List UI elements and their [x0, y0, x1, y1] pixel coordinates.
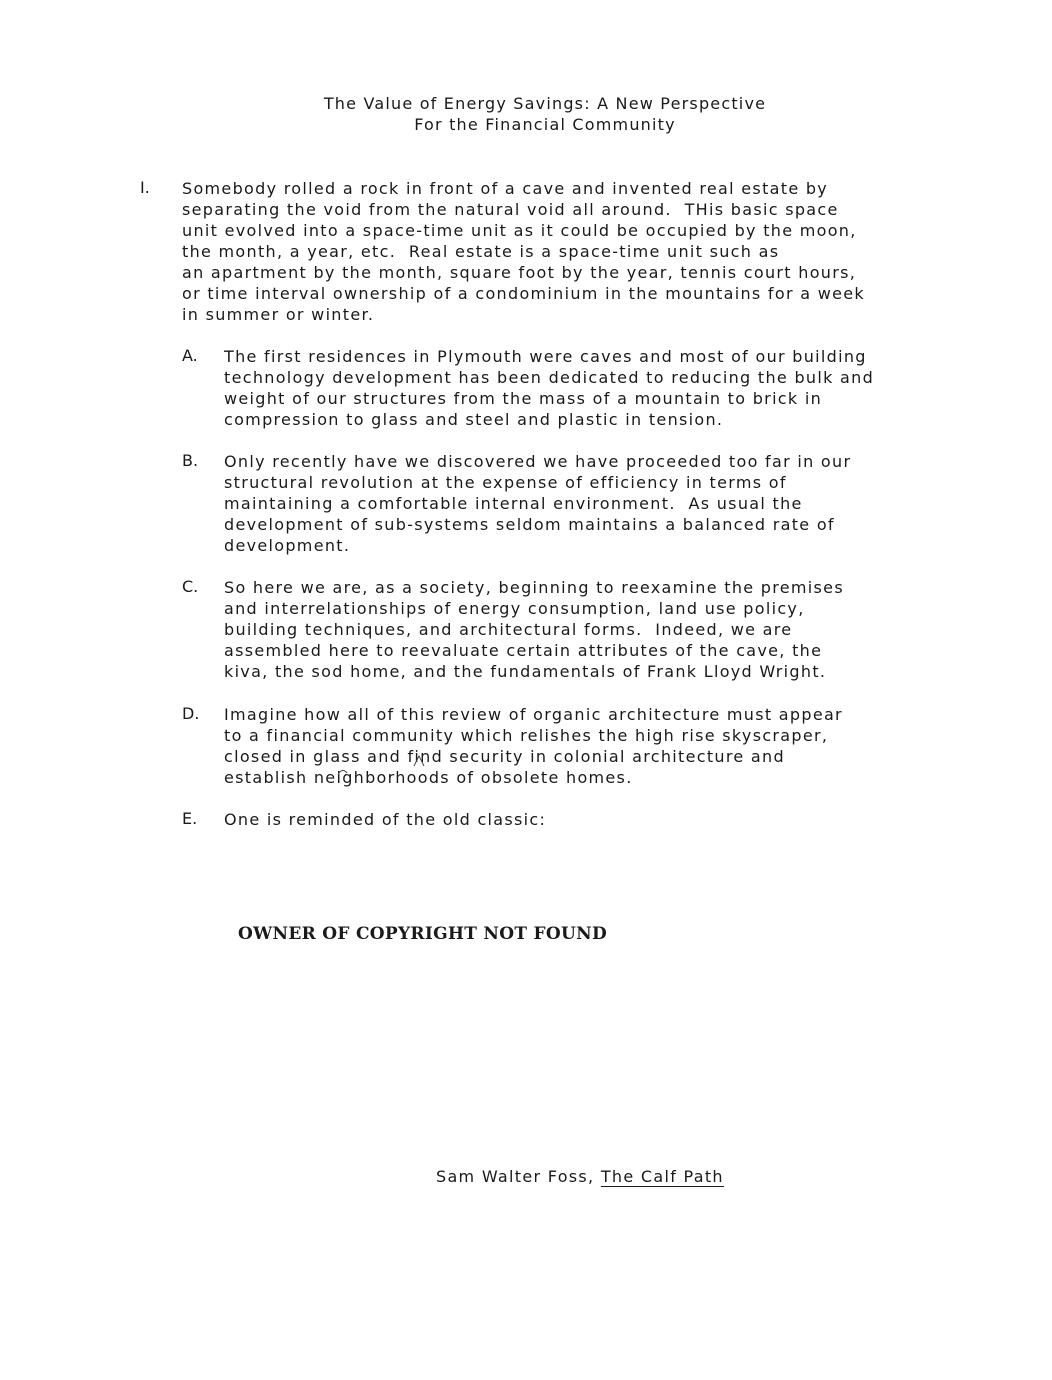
item-letter-d: D.	[182, 704, 200, 723]
insertion-mark-icon	[336, 765, 350, 777]
section-paragraph: Somebody rolled a rock in front of a cave and invented real estate by separating the void from the natural void all around. THis basic space unit evolved into a space-time unit as it could be occupied by the moon, the month, a year, etc. Real estate is a space-time unit such as an apartment by the month, square foot by the year, tennis court hours, or time interval ownership of a condominium in the mountains for a week in summer or winter.	[182, 179, 865, 324]
item-letter-e: E.	[182, 809, 198, 828]
item-paragraph-d: Imagine how all of this review of organic architecture must appear to a financial community which relishes the high rise skyscraper, closed in glass and find security in colonial architecture and establish neighborhoods of obsolete homes.	[224, 705, 843, 787]
item-letter-a: A.	[182, 346, 198, 365]
section-number: I.	[140, 178, 150, 197]
document-title-line-1: The Value of Energy Savings: A New Perspective	[323, 94, 767, 113]
attribution-author: Sam Walter Foss,	[436, 1167, 595, 1186]
attribution-work-title: The Calf Path	[600, 1167, 724, 1186]
item-letter-c: C.	[182, 577, 199, 596]
item-paragraph-e: One is reminded of the old classic:	[224, 810, 547, 829]
document-title-line-2: For the Financial Community	[414, 115, 676, 134]
caret-mark-icon	[412, 752, 426, 768]
item-paragraph-a: The first residences in Plymouth were caves and most of our building technology development has been dedicated to reducing the bulk and weight of our structures from the mass of a mountain to brick in compression to glass and steel and plastic in tension.	[224, 347, 875, 429]
copyright-notice: OWNER OF COPYRIGHT NOT FOUND	[238, 924, 608, 944]
item-paragraph-c: So here we are, as a society, beginning to reexamine the premises and interrelationships of energy consumption, land use policy, building techniques, and architectural forms. Indeed, we are assembled here to reevaluate certain attributes of the cave, the kiva, the sod home, and the fundamentals of Frank Lloyd Wright.	[224, 578, 844, 681]
attribution	[436, 1167, 724, 1186]
item-letter-b: B.	[182, 451, 199, 470]
item-paragraph-b: Only recently have we discovered we have proceeded too far in our structural revolution at the expense of efficiency in terms of maintaining a comfortable internal environment. As usual the development of sub-systems seldom maintains a balanced rate of development.	[224, 452, 852, 555]
